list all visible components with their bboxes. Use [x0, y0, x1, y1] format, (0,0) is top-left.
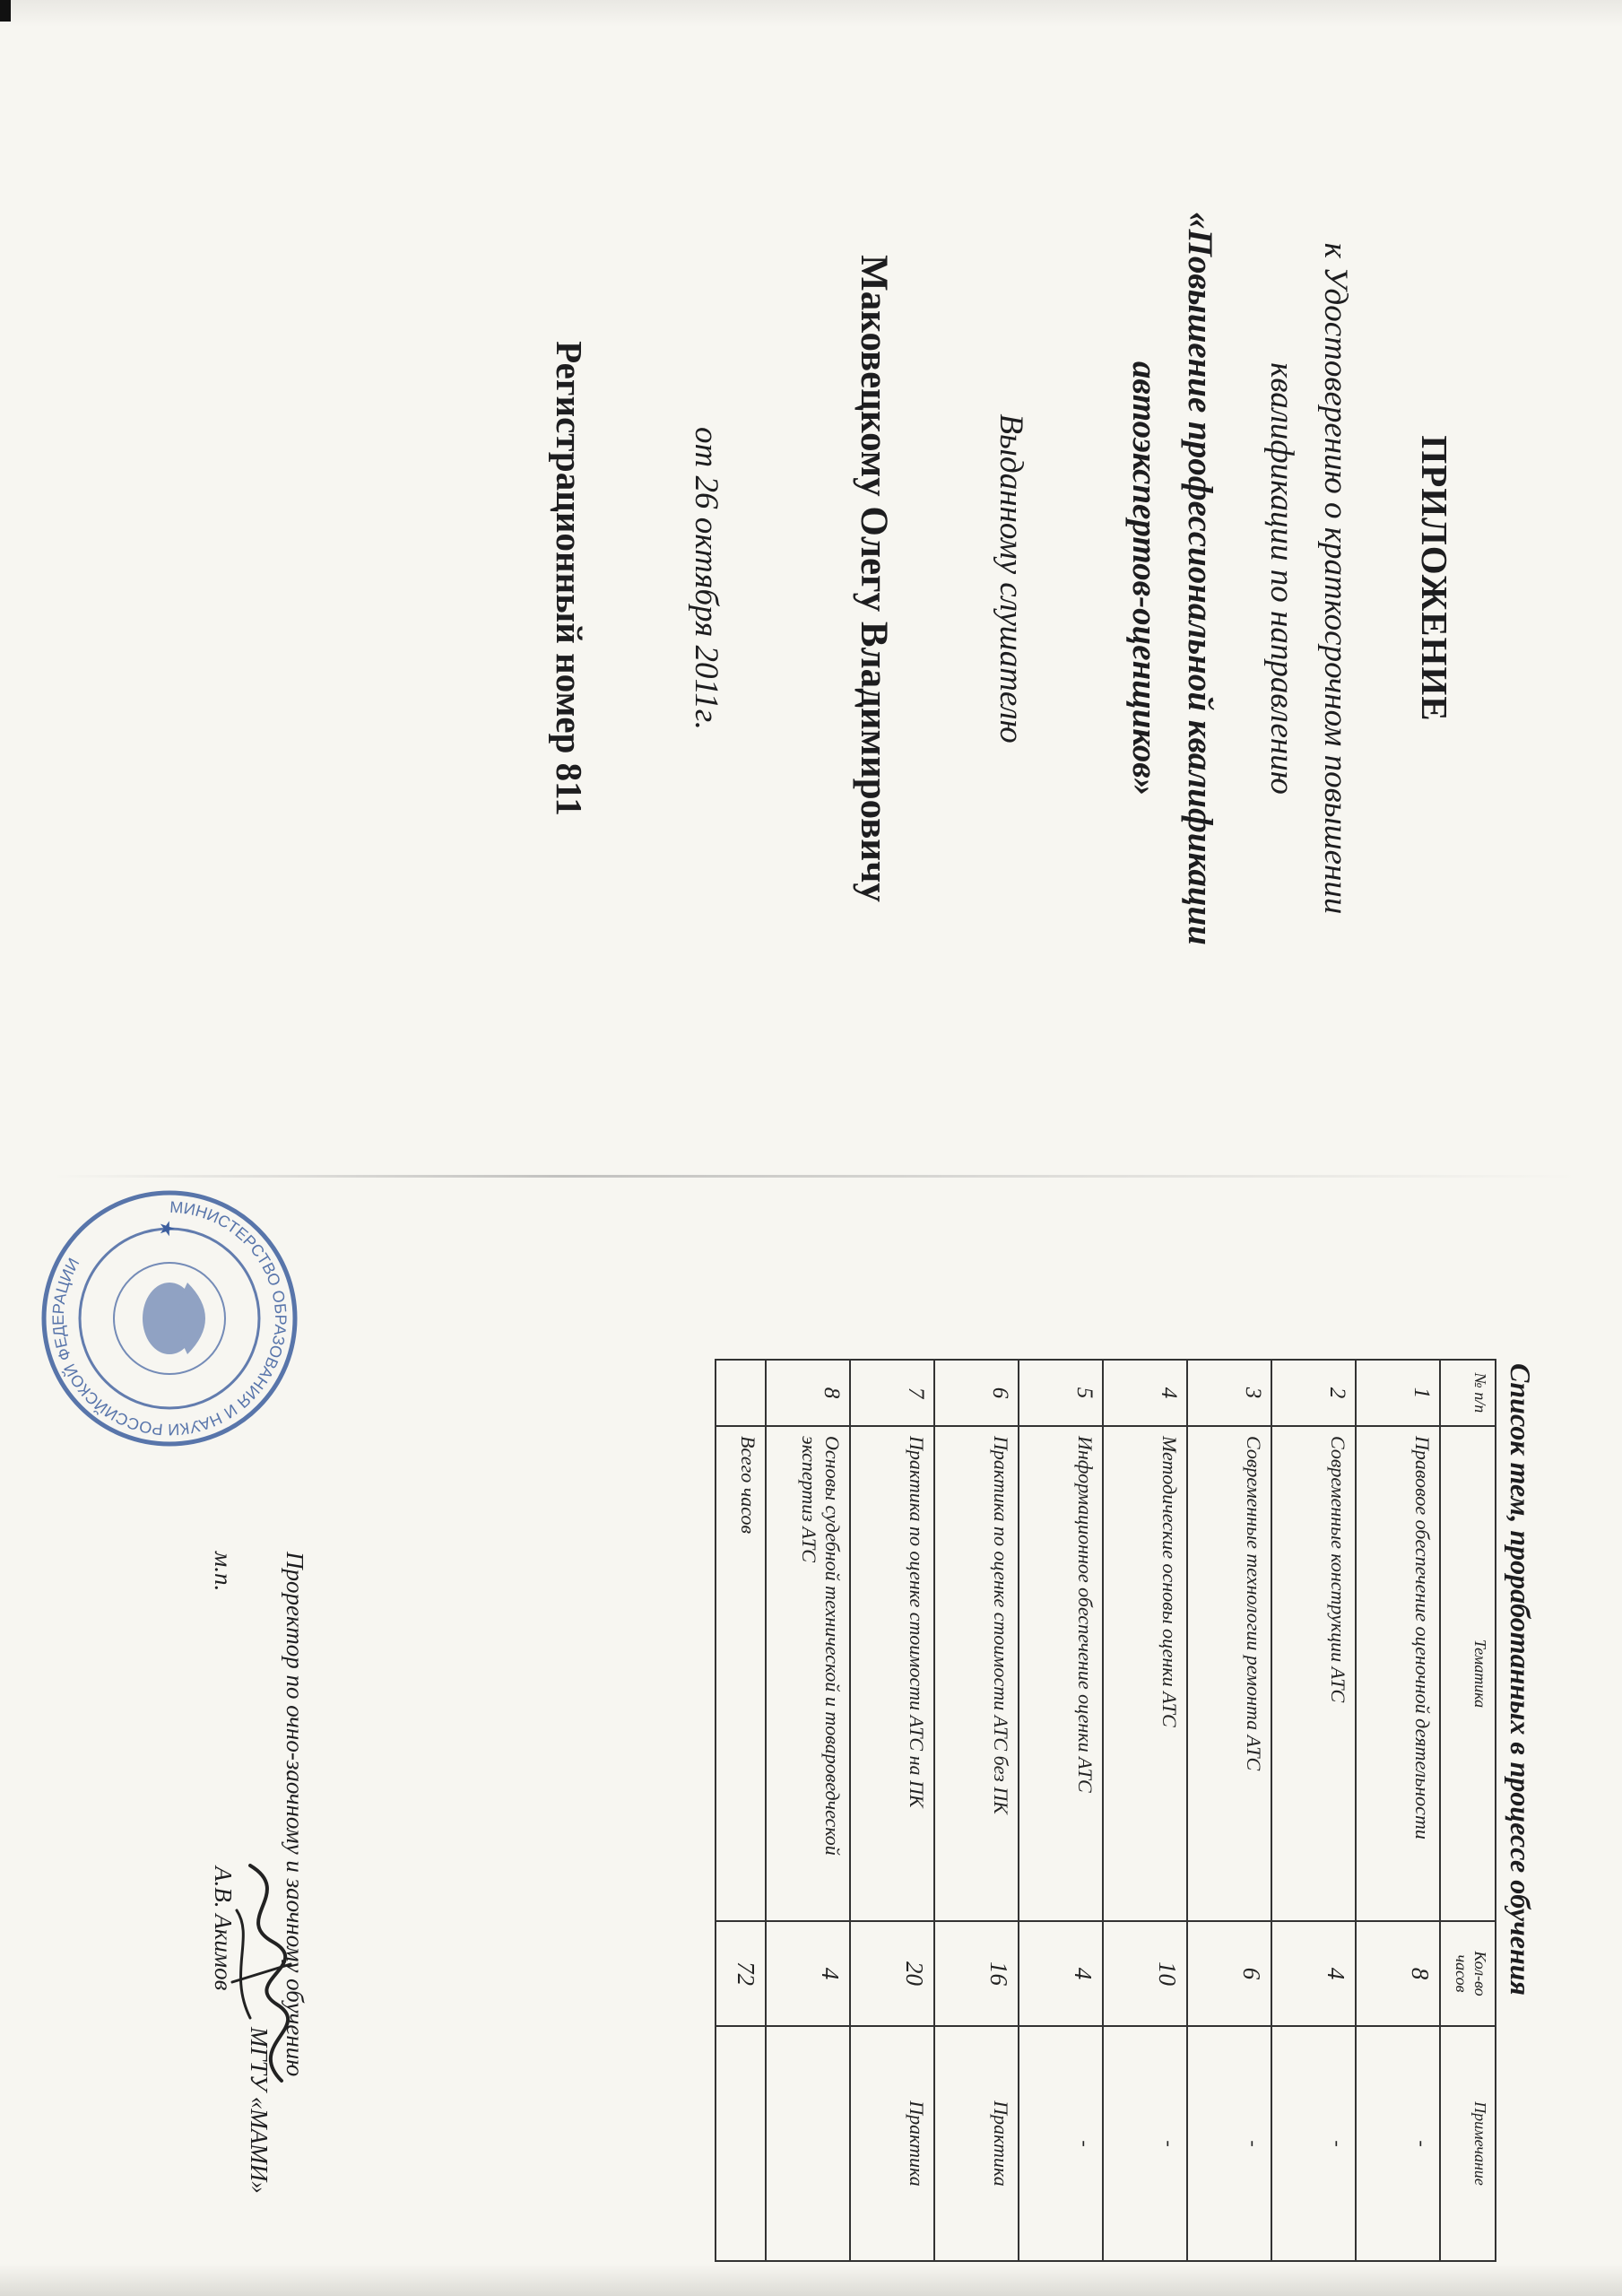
row-hours: 16 — [934, 1921, 1019, 2026]
table-title: Список тем, проработанных в процессе обучения — [1505, 1363, 1537, 1996]
certificate-subtitle — [1254, 0, 1362, 1157]
official-stamp-seal — [35, 1184, 304, 1453]
row-note: - — [1187, 2026, 1271, 2261]
row-number: 6 — [934, 1360, 1019, 1426]
row-number: 4 — [1103, 1360, 1187, 1426]
seal-place-mark: м.п. — [210, 1552, 237, 1592]
signer-line-2: МГТУ «МАМИ» — [246, 2027, 273, 2194]
header-topic: Тематика — [1440, 1426, 1496, 1921]
row-number: 1 — [1356, 1360, 1440, 1426]
subtitle-line-1: к Удостоверению о краткосрочном повышении — [1317, 242, 1354, 915]
signer-name: А.В. Акимов — [210, 1866, 237, 1991]
row-topic: Информационное обеспечение оценки АТС — [1019, 1426, 1103, 1921]
total-hours: 72 — [716, 1921, 766, 2026]
row-topic: Основы судебной технической и товароведческой экспертиз АТС — [766, 1426, 850, 1921]
scan-edge-bottom — [0, 2264, 1622, 2296]
row-note: - — [1103, 2026, 1187, 2261]
row-topic: Практика по оценке стоимости АТС на ПК — [850, 1426, 934, 1921]
table-header-row — [1440, 1360, 1496, 2261]
svg-text:★: ★ — [156, 1220, 178, 1238]
issued-to: Выданному слушателю — [993, 413, 1029, 744]
row-hours: 10 — [1103, 1921, 1187, 2026]
registration-number: Регистрационный номер 811 — [549, 341, 590, 816]
row-hours: 4 — [1019, 1921, 1103, 2026]
row-note: - — [1019, 2026, 1103, 2261]
header-number: № п/п — [1440, 1360, 1496, 1426]
total-row — [716, 1360, 766, 2261]
table-row — [1271, 1360, 1356, 2261]
program-line-1: «Повышение профессиональной квалификации — [1181, 212, 1219, 945]
recipient-name: Маковецкому Олегу Владимировичу — [853, 255, 895, 902]
header-note: Примечание — [1440, 2026, 1496, 2261]
row-note: Практика — [850, 2026, 934, 2261]
table-row — [934, 1360, 1019, 2261]
program-line-2: автоэкспертов-оценщиков» — [1125, 361, 1164, 796]
subtitle-line-2: квалификации по направлению — [1263, 362, 1300, 795]
row-number: 2 — [1271, 1360, 1356, 1426]
table-row — [850, 1360, 934, 2261]
total-empty-cell — [716, 1360, 766, 1426]
table-row — [1187, 1360, 1271, 2261]
table-row — [1103, 1360, 1187, 2261]
row-number: 7 — [850, 1360, 934, 1426]
table-row — [1356, 1360, 1440, 2261]
row-hours: 4 — [1271, 1921, 1356, 2026]
appendix-title: ПРИЛОЖЕНИЕ — [1414, 435, 1455, 722]
row-note: Практика — [934, 2026, 1019, 2261]
row-number: 8 — [766, 1360, 850, 1426]
topics-table — [715, 1359, 1496, 2262]
total-note-empty — [716, 2026, 766, 2261]
issue-date: от 26 октября 2011г. — [688, 427, 724, 730]
row-number: 5 — [1019, 1360, 1103, 1426]
row-hours: 6 — [1187, 1921, 1271, 2026]
row-note — [766, 2026, 850, 2261]
row-note: - — [1356, 2026, 1440, 2261]
row-topic: Правовое обеспечение оценочной деятельности — [1356, 1426, 1440, 1921]
stamp-text: МИНИСТЕРСТВО ОБРАЗОВАНИЯ И НАУКИ РОССИЙСКОЙ ФЕДЕРАЦИИ — [48, 1197, 291, 1439]
program-name — [1116, 0, 1227, 1157]
right-page — [0, 1175, 1622, 2296]
row-topic: Практика по оценке стоимости АТС без ПК — [934, 1426, 1019, 1921]
handwritten-signature — [223, 1857, 304, 2090]
table-row — [766, 1360, 850, 2261]
total-label: Всего часов — [716, 1426, 766, 1921]
row-hours: 20 — [850, 1921, 934, 2026]
row-topic: Современные технологии ремонта АТС — [1187, 1426, 1271, 1921]
row-note: - — [1271, 2026, 1356, 2261]
row-number: 3 — [1187, 1360, 1271, 1426]
row-hours: 4 — [766, 1921, 850, 2026]
table-row — [1019, 1360, 1103, 2261]
header-hours: Кол-во часов — [1440, 1921, 1496, 2026]
signer-line-1: Проректор по очно-заочному и заочному обучению — [282, 1552, 308, 2077]
row-hours: 8 — [1356, 1921, 1440, 2026]
row-topic: Современные конструкции АТС — [1271, 1426, 1356, 1921]
row-topic: Методические основы оценки АТС — [1103, 1426, 1187, 1921]
